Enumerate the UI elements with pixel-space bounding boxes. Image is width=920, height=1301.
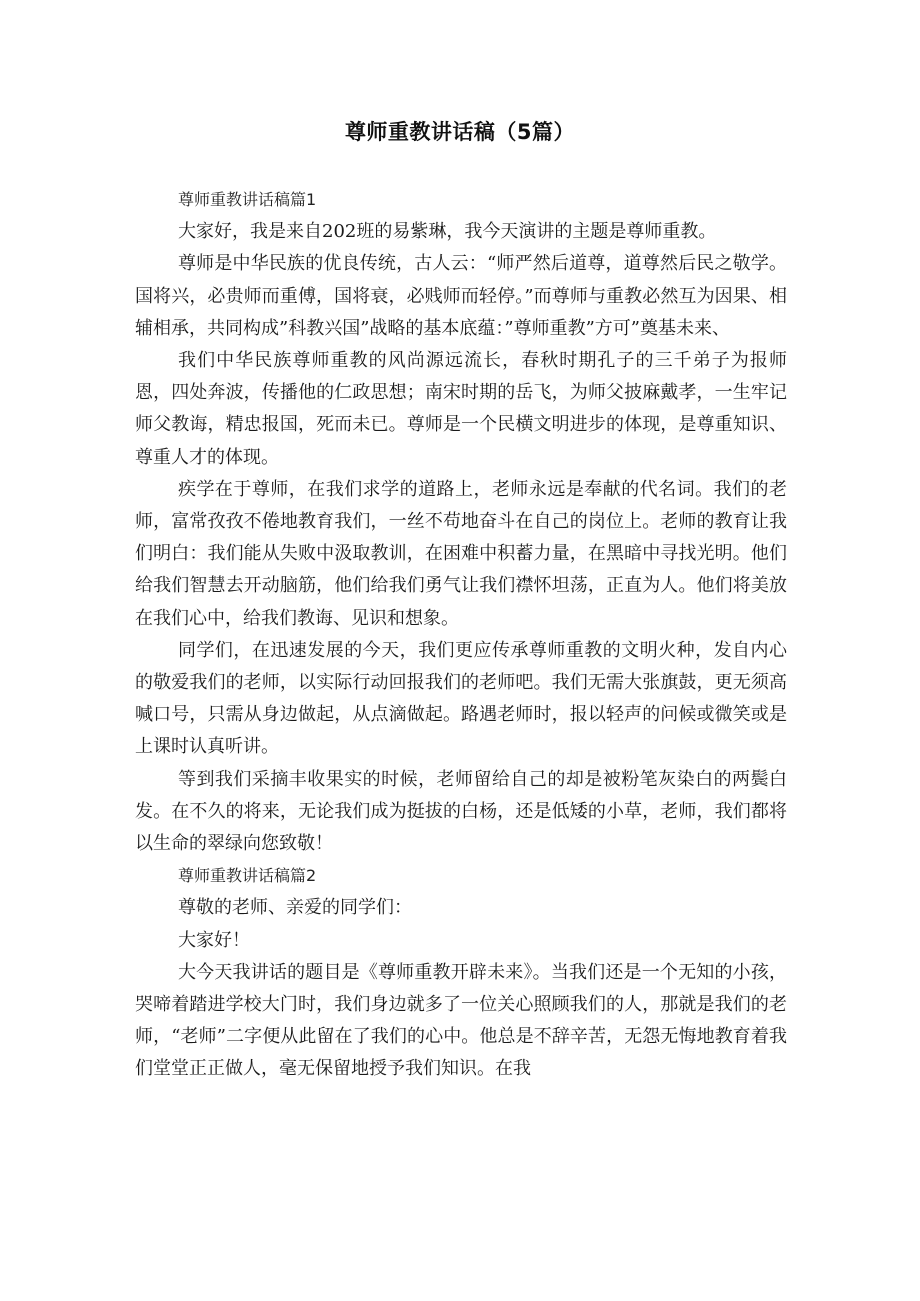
document-body xyxy=(135,184,787,1086)
paragraph: 尊师是中华民族的优良传统，古人云：“师严然后道尊，道尊然后民之敬学。国将兴，必贵师而重傅，国将衰，必贱师而轻停。”而尊师与重教必然互为因果、相辅相承，共同构成”科教兴国”战略的基本底蕴：”尊师重教”方可”奠基未来、 xyxy=(135,253,787,339)
paragraph: 大家好，我是来自202班的易紫琳，我今天演讲的主题是尊师重教。 xyxy=(178,221,717,243)
paragraph: 我们中华民族尊师重教的风尚源远流长，春秋时期孔子的三千弟子为报师恩，四处奔波，传播他的仁政思想；南宋时期的岳飞，为师父披麻戴孝，一生牢记师父教诲，精忠报国，死而未已。尊师是一个民横文明进步的体现，是尊重知识、尊重人才的体现。 xyxy=(135,350,787,468)
paragraph: 疾学在于尊师，在我们求学的道路上，老师永远是奉献的代名词。我们的老师，富常孜孜不倦地教育我们，一丝不苟地奋斗在自己的岗位上。老师的教育让我们明白：我们能从失败中汲取教训，在困难中积蓄力量，在黑暗中寻找光明。他们给我们智慧去开动脑筋，他们给我们勇气让我们襟怀坦荡，正直为人。他们将美放在我们心中，给我们教诲、见识和想象。 xyxy=(135,478,787,629)
section-heading: 尊师重教讲话稿篇1 xyxy=(178,190,317,209)
paragraph: 等到我们采摘丰收果实的时候，老师留给自己的却是被粉笔灰染白的两鬓白发。在不久的将来，无论我们成为挺拔的白杨，还是低矮的小草，老师，我们都将以生命的翠绿向您致敬！ xyxy=(135,768,787,855)
paragraph: 大今天我讲话的题目是《尊师重教开辟未来》。当我们还是一个无知的小孩，哭啼着踏进学校大门时，我们身边就多了一位关心照顾我们的人，那就是我们的老师，“老师”二字便从此留在了我们的心中。他总是不辞辛苦，无怨无悔地教育着我们堂堂正正做人，毫无保留地授予我们知识。在我 xyxy=(135,961,787,1080)
paragraph: 大家好！ xyxy=(178,929,250,951)
paragraph: 同学们，在迅速发展的今天，我们更应传承尊师重教的文明火种，发自内心的敬爱我们的老师，以实际行动回报我们的老师吧。我们无需大张旗鼓，更无须高喊口号，只需从身边做起，从点滴做起。路遇老师时，报以轻声的问候或微笑或是上课时认真听讲。 xyxy=(135,639,787,758)
section-heading: 尊师重教讲话稿篇2 xyxy=(178,866,317,886)
document-title: 尊师重教讲话稿（5篇） xyxy=(344,120,576,144)
paragraph: 尊敬的老师、亲爱的同学们： xyxy=(178,897,412,919)
